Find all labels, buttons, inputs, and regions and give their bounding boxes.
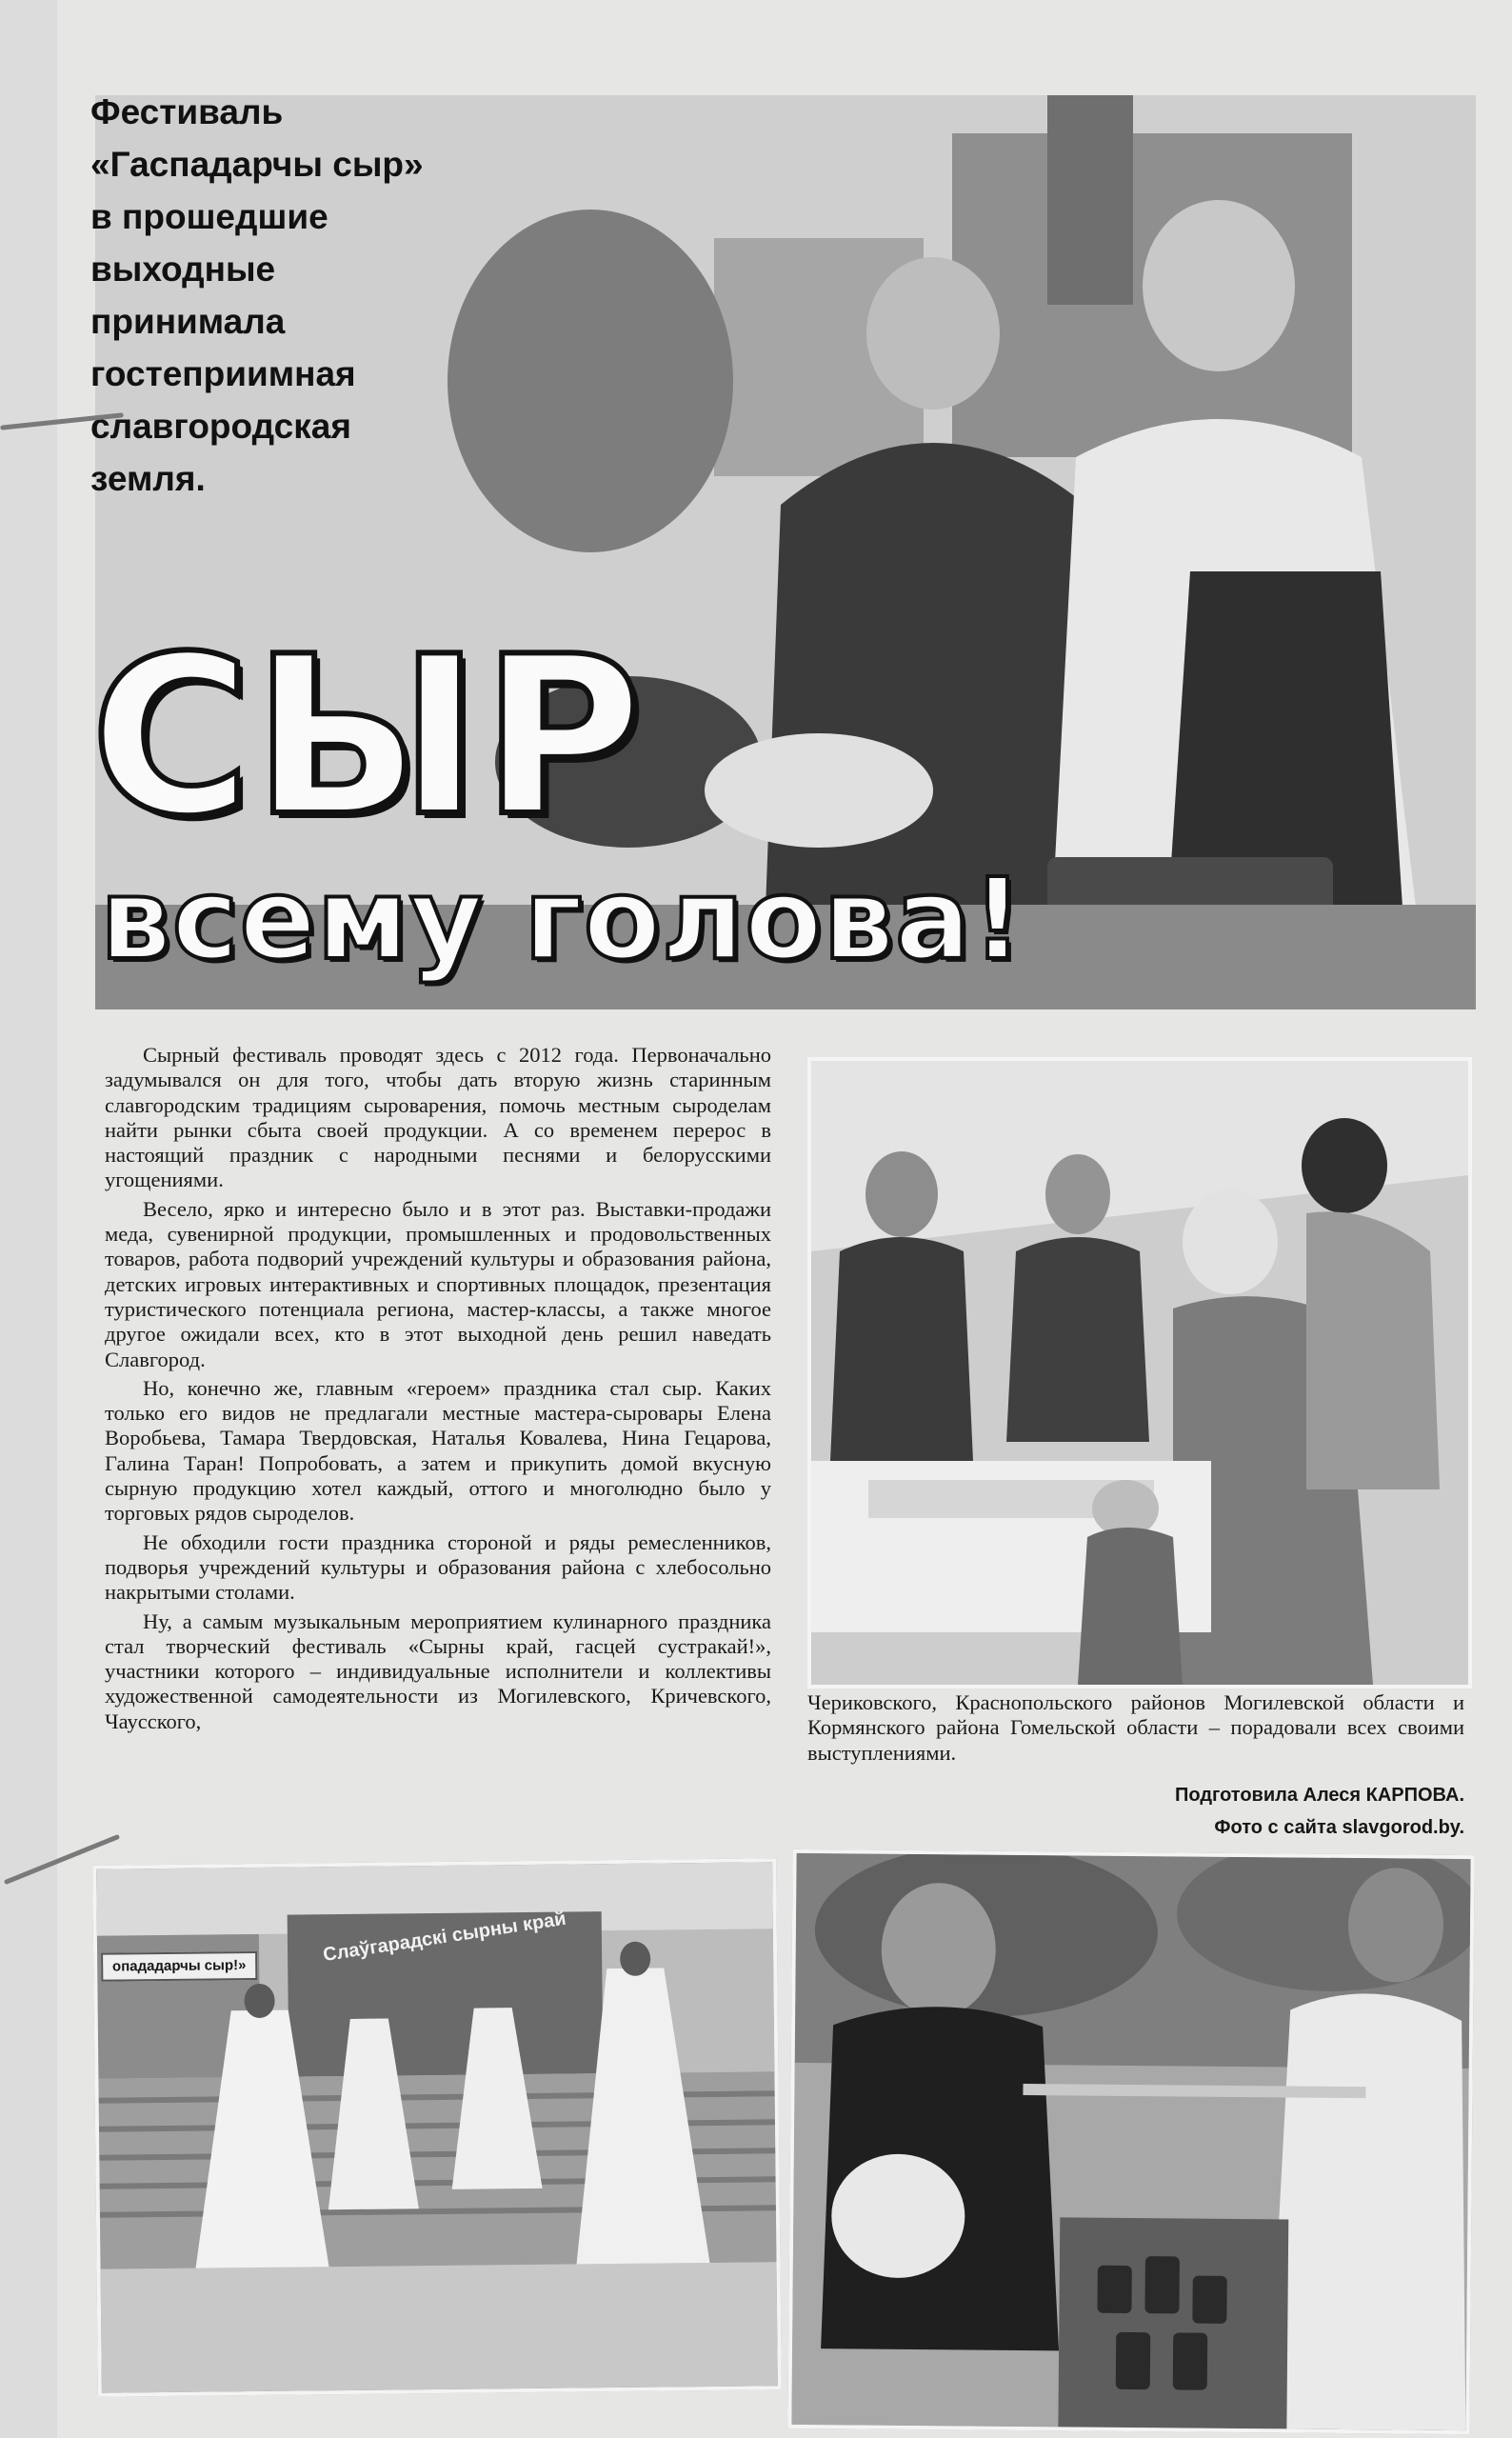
- lede-line: гостеприимная: [90, 354, 356, 393]
- lede-line: «Гаспадарчы сыр»: [90, 145, 424, 184]
- lede-line: выходные: [90, 250, 276, 289]
- article-paragraph: Весело, ярко и интересно было и в этот раз. Выставки-продажи меда, сувенирной продукции, промышленных и продовольственных товаров, работа подворий учреждений культуры и образования района, детских игровых интерактивных и спортивных площадок, презентация туристического потенциала региона, мастер-классы, а также многое другое ожидали всех, кто в этот выходной день решил наведать Славгород.: [105, 1196, 771, 1371]
- photo-credit: Фото с сайта slavgorod.by.: [1214, 1817, 1464, 1838]
- headline-main: СЫР: [90, 610, 645, 865]
- lede-line: славгородская: [90, 407, 351, 446]
- dancers-photo: [92, 1858, 782, 2396]
- lede-line: принимала: [90, 302, 286, 341]
- banner-left-sign: опададарчы сыр!»: [101, 1951, 257, 1982]
- lede-line: Фестиваль: [90, 92, 284, 131]
- market-photo: [807, 1057, 1472, 1689]
- banner-main-sign: Слаўгарадскі сырны край: [321, 1908, 567, 1967]
- article-continuation: Чериковского, Краснопольского районов Могилевской области и Кормянского района Гомельской области – порадовали всех своими выступлениями.: [807, 1690, 1464, 1765]
- article-paragraph: Ну, а самым музыкальным мероприятием кулинарного праздника стал творческий фестиваль «Сырны край, гасцей сустракай!», участники которого – индивидуальные исполнители и коллективы художественной самодеятельности из Могилевского, Кричевского, Чаусского,: [105, 1609, 771, 1733]
- lede-line: земля.: [90, 459, 206, 498]
- author-credit: Подготовила Алеся КАРПОВА.: [1175, 1785, 1464, 1806]
- article-paragraph: Но, конечно же, главным «героем» праздника стал сыр. Каких только его видов не предлагали местные мастера-сыровары Елена Воробьева, Тамара Твердовская, Наталья Ковалева, Нина Гецарова, Галина Таран! Попробовать, а затем и прикупить домой вкусную сырную продукцию хотел каждый, оттого и многолюдно было у торговых рядов сыроделов.: [105, 1375, 771, 1526]
- lede-text: [90, 86, 547, 505]
- article-paragraph: Не обходили гости праздника стороной и ряды ремесленников, подворья учреждений культуры и образования района с хлебосольно накрытыми столами.: [105, 1529, 771, 1605]
- lede-line: в прошедшие: [90, 197, 328, 236]
- headline-sub: всему голова!: [100, 853, 1025, 985]
- tasting-photo: [787, 1849, 1474, 2434]
- article-paragraph: Сырный фестиваль проводят здесь с 2012 года. Первоначально задумывался он для того, чтобы дать вторую жизнь старинным славгородским традициям сыроварения, помочь местным сыроделам найти рынки сбыта своей продукции. А со временем перерос в настоящий праздник с народными песнями и белорусскими угощениями.: [105, 1043, 771, 1192]
- article-body: [105, 1043, 771, 1738]
